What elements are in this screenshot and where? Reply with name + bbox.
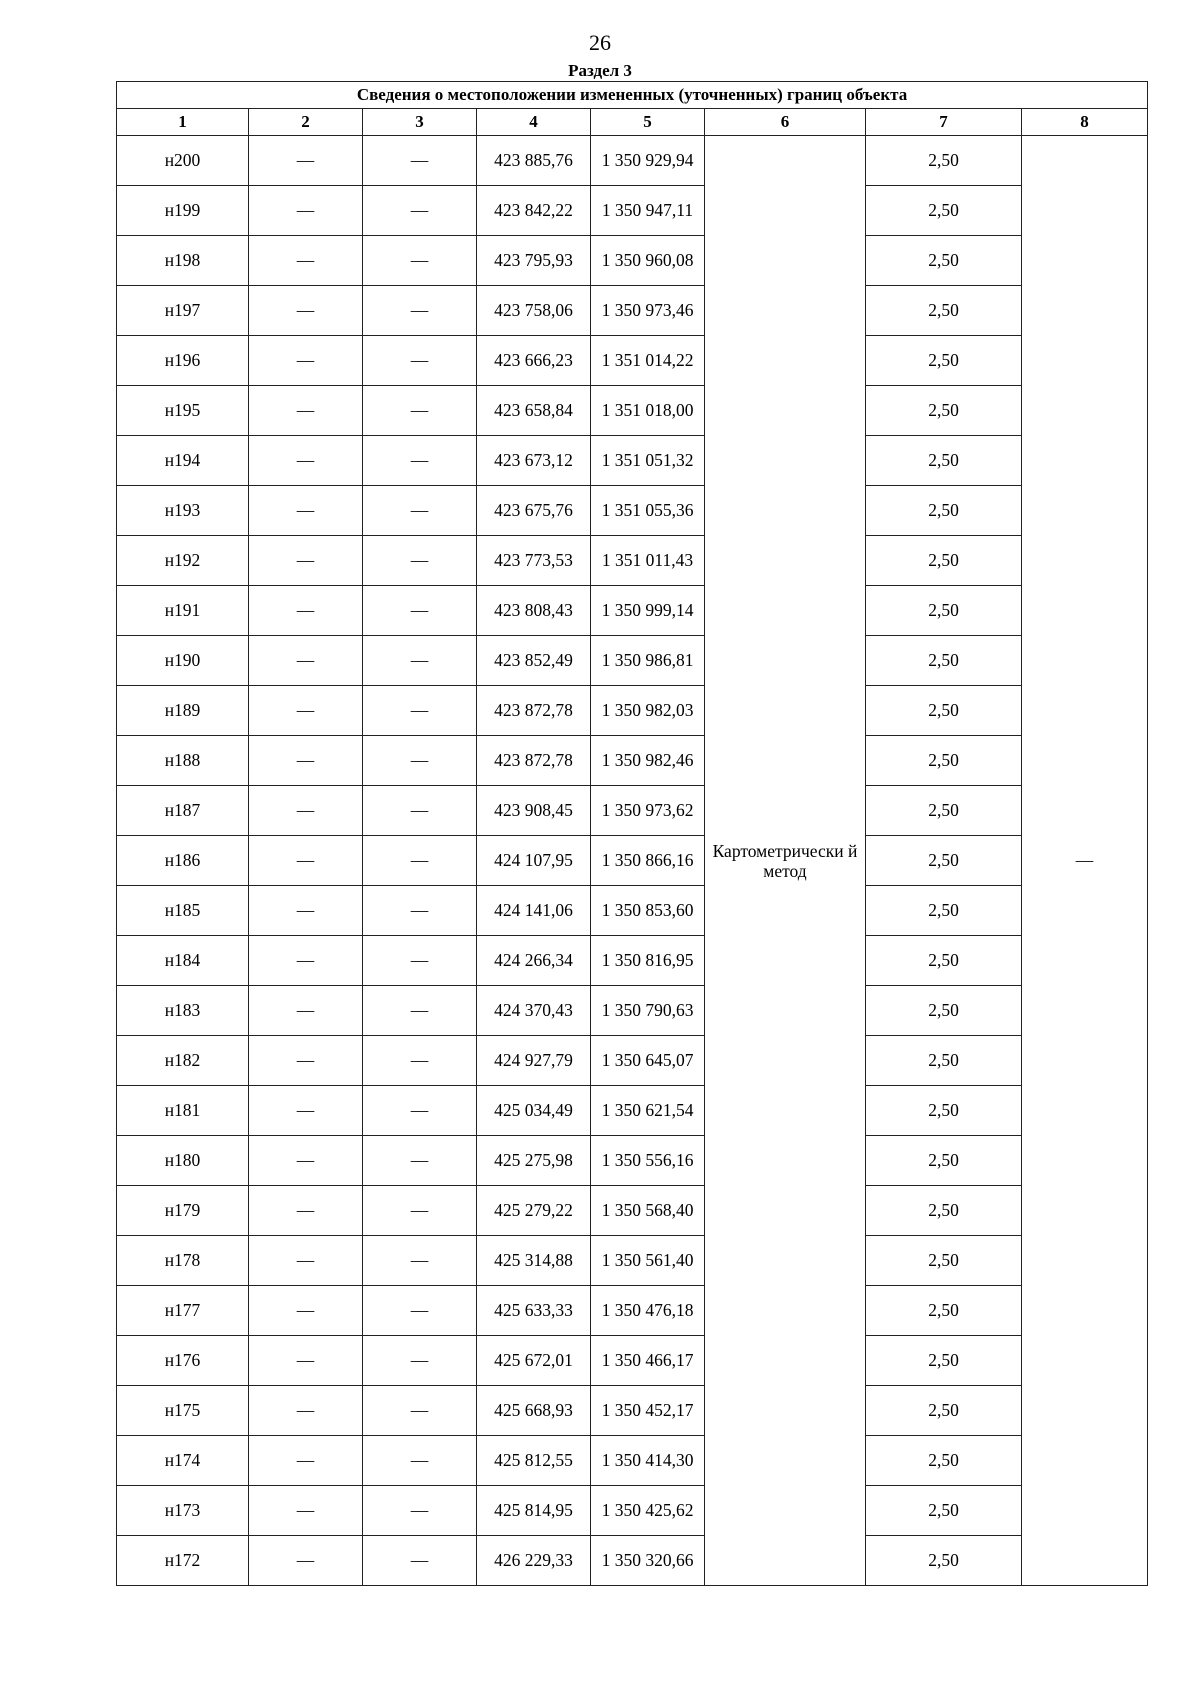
table-row [117, 236, 1148, 286]
column-number-1: 1 [117, 109, 249, 136]
point-cell: н194 [117, 436, 249, 486]
column3-cell: — [363, 1386, 477, 1436]
y-coordinate-cell: 1 350 561,40 [591, 1236, 705, 1286]
column2-cell: — [249, 986, 363, 1036]
column-number-7: 7 [866, 109, 1022, 136]
x-coordinate-cell: 423 852,49 [477, 636, 591, 686]
column2-cell: — [249, 486, 363, 536]
y-coordinate-cell: 1 350 414,30 [591, 1436, 705, 1486]
x-coordinate-cell: 423 808,43 [477, 586, 591, 636]
x-coordinate-cell: 426 229,33 [477, 1536, 591, 1586]
column3-cell: — [363, 186, 477, 236]
accuracy-cell: 2,50 [866, 936, 1022, 986]
accuracy-cell: 2,50 [866, 586, 1022, 636]
point-cell: н198 [117, 236, 249, 286]
column3-cell: — [363, 286, 477, 336]
column3-cell: — [363, 1536, 477, 1586]
column3-cell: — [363, 236, 477, 286]
column2-cell: — [249, 1286, 363, 1336]
y-coordinate-cell: 1 350 425,62 [591, 1486, 705, 1536]
y-coordinate-cell: 1 350 929,94 [591, 136, 705, 186]
table-row [117, 1136, 1148, 1186]
table-row [117, 736, 1148, 786]
table-row [117, 386, 1148, 436]
y-coordinate-cell: 1 350 973,46 [591, 286, 705, 336]
column2-cell: — [249, 1136, 363, 1186]
column3-cell: — [363, 1236, 477, 1286]
table-row [117, 986, 1148, 1036]
point-cell: н177 [117, 1286, 249, 1336]
accuracy-cell: 2,50 [866, 336, 1022, 386]
point-cell: н185 [117, 886, 249, 936]
y-coordinate-cell: 1 350 476,18 [591, 1286, 705, 1336]
x-coordinate-cell: 425 279,22 [477, 1186, 591, 1236]
point-cell: н190 [117, 636, 249, 686]
column-number-5: 5 [591, 109, 705, 136]
column-number-4: 4 [477, 109, 591, 136]
column-number-row [117, 109, 1148, 136]
point-cell: н188 [117, 736, 249, 786]
accuracy-cell: 2,50 [866, 1186, 1022, 1236]
x-coordinate-cell: 423 795,93 [477, 236, 591, 286]
column2-cell: — [249, 436, 363, 486]
point-cell: н189 [117, 686, 249, 736]
point-cell: н184 [117, 936, 249, 986]
column3-cell: — [363, 786, 477, 836]
column3-cell: — [363, 986, 477, 1036]
column2-cell: — [249, 1186, 363, 1236]
y-coordinate-cell: 1 350 982,03 [591, 686, 705, 736]
accuracy-cell: 2,50 [866, 1136, 1022, 1186]
x-coordinate-cell: 424 370,43 [477, 986, 591, 1036]
table-row [117, 486, 1148, 536]
column2-cell: — [249, 1386, 363, 1436]
column8-cell: — [1022, 136, 1148, 1586]
x-coordinate-cell: 423 842,22 [477, 186, 591, 236]
column2-cell: — [249, 886, 363, 936]
point-cell: н181 [117, 1086, 249, 1136]
page-number: 26 [589, 30, 611, 55]
table-row [117, 1486, 1148, 1536]
column2-cell: — [249, 336, 363, 386]
y-coordinate-cell: 1 350 866,16 [591, 836, 705, 886]
accuracy-cell: 2,50 [866, 386, 1022, 436]
y-coordinate-cell: 1 350 816,95 [591, 936, 705, 986]
column3-cell: — [363, 436, 477, 486]
y-coordinate-cell: 1 351 018,00 [591, 386, 705, 436]
table-row [117, 186, 1148, 236]
table-row [117, 786, 1148, 836]
x-coordinate-cell: 423 773,53 [477, 536, 591, 586]
point-cell: н180 [117, 1136, 249, 1186]
table-row [117, 1036, 1148, 1086]
table-row [117, 536, 1148, 586]
accuracy-cell: 2,50 [866, 536, 1022, 586]
x-coordinate-cell: 424 107,95 [477, 836, 591, 886]
table-row [117, 436, 1148, 486]
column3-cell: — [363, 1286, 477, 1336]
accuracy-cell: 2,50 [866, 1286, 1022, 1336]
column3-cell: — [363, 336, 477, 386]
y-coordinate-cell: 1 350 960,08 [591, 236, 705, 286]
y-coordinate-cell: 1 350 645,07 [591, 1036, 705, 1086]
y-coordinate-cell: 1 350 556,16 [591, 1136, 705, 1186]
column2-cell: — [249, 1486, 363, 1536]
column2-cell: — [249, 686, 363, 736]
x-coordinate-cell: 425 814,95 [477, 1486, 591, 1536]
accuracy-cell: 2,50 [866, 986, 1022, 1036]
x-coordinate-cell: 423 675,76 [477, 486, 591, 536]
column3-cell: — [363, 386, 477, 436]
y-coordinate-cell: 1 351 011,43 [591, 536, 705, 586]
table-row [117, 1536, 1148, 1586]
y-coordinate-cell: 1 351 051,32 [591, 436, 705, 486]
point-cell: н179 [117, 1186, 249, 1236]
accuracy-cell: 2,50 [866, 1486, 1022, 1536]
column3-cell: — [363, 136, 477, 186]
table-row [117, 286, 1148, 336]
accuracy-cell: 2,50 [866, 686, 1022, 736]
point-cell: н195 [117, 386, 249, 436]
column3-cell: — [363, 1486, 477, 1536]
column3-cell: — [363, 886, 477, 936]
table-row [117, 1086, 1148, 1136]
y-coordinate-cell: 1 350 947,11 [591, 186, 705, 236]
y-coordinate-cell: 1 350 999,14 [591, 586, 705, 636]
x-coordinate-cell: 425 034,49 [477, 1086, 591, 1136]
accuracy-cell: 2,50 [866, 1386, 1022, 1436]
column3-cell: — [363, 1186, 477, 1236]
accuracy-cell: 2,50 [866, 286, 1022, 336]
y-coordinate-cell: 1 351 014,22 [591, 336, 705, 386]
accuracy-cell: 2,50 [866, 1436, 1022, 1486]
column2-cell: — [249, 1086, 363, 1136]
column3-cell: — [363, 486, 477, 536]
x-coordinate-cell: 423 673,12 [477, 436, 591, 486]
column3-cell: — [363, 1336, 477, 1386]
point-cell: н173 [117, 1486, 249, 1536]
accuracy-cell: 2,50 [866, 436, 1022, 486]
column2-cell: — [249, 586, 363, 636]
table-body [117, 82, 1148, 1586]
x-coordinate-cell: 425 314,88 [477, 1236, 591, 1286]
column2-cell: — [249, 1536, 363, 1586]
column3-cell: — [363, 636, 477, 686]
column2-cell: — [249, 536, 363, 586]
accuracy-cell: 2,50 [866, 886, 1022, 936]
point-cell: н182 [117, 1036, 249, 1086]
point-cell: н183 [117, 986, 249, 1036]
column3-cell: — [363, 936, 477, 986]
point-cell: н175 [117, 1386, 249, 1436]
accuracy-cell: 2,50 [866, 1036, 1022, 1086]
table-row [117, 836, 1148, 886]
table-row [117, 686, 1148, 736]
section-title: Раздел 3 [568, 61, 632, 80]
y-coordinate-cell: 1 350 973,62 [591, 786, 705, 836]
column2-cell: — [249, 186, 363, 236]
point-cell: н178 [117, 1236, 249, 1286]
table-row [117, 1336, 1148, 1386]
x-coordinate-cell: 423 666,23 [477, 336, 591, 386]
y-coordinate-cell: 1 350 853,60 [591, 886, 705, 936]
boundary-coordinates-table [116, 81, 1148, 1586]
y-coordinate-cell: 1 350 621,54 [591, 1086, 705, 1136]
table-caption: Сведения о местоположении измененных (уточненных) границ объекта [117, 82, 1148, 109]
column-number-2: 2 [249, 109, 363, 136]
point-cell: н176 [117, 1336, 249, 1386]
point-cell: н193 [117, 486, 249, 536]
x-coordinate-cell: 425 672,01 [477, 1336, 591, 1386]
column2-cell: — [249, 636, 363, 686]
x-coordinate-cell: 423 872,78 [477, 736, 591, 786]
x-coordinate-cell: 423 885,76 [477, 136, 591, 186]
table-row [117, 886, 1148, 936]
point-cell: н196 [117, 336, 249, 386]
accuracy-cell: 2,50 [866, 136, 1022, 186]
point-cell: н197 [117, 286, 249, 336]
column3-cell: — [363, 536, 477, 586]
accuracy-cell: 2,50 [866, 636, 1022, 686]
column2-cell: — [249, 736, 363, 786]
accuracy-cell: 2,50 [866, 1536, 1022, 1586]
column3-cell: — [363, 686, 477, 736]
table-row [117, 586, 1148, 636]
accuracy-cell: 2,50 [866, 836, 1022, 886]
point-cell: н192 [117, 536, 249, 586]
point-cell: н186 [117, 836, 249, 886]
column-number-6: 6 [705, 109, 866, 136]
x-coordinate-cell: 425 812,55 [477, 1436, 591, 1486]
column3-cell: — [363, 1136, 477, 1186]
column2-cell: — [249, 786, 363, 836]
point-cell: н191 [117, 586, 249, 636]
y-coordinate-cell: 1 350 568,40 [591, 1186, 705, 1236]
column3-cell: — [363, 1436, 477, 1486]
x-coordinate-cell: 424 266,34 [477, 936, 591, 986]
column2-cell: — [249, 1436, 363, 1486]
column2-cell: — [249, 236, 363, 286]
table-row [117, 1386, 1148, 1436]
column2-cell: — [249, 836, 363, 886]
column2-cell: — [249, 1036, 363, 1086]
accuracy-cell: 2,50 [866, 786, 1022, 836]
table-row [117, 1436, 1148, 1486]
column2-cell: — [249, 1336, 363, 1386]
y-coordinate-cell: 1 350 320,66 [591, 1536, 705, 1586]
column2-cell: — [249, 1236, 363, 1286]
accuracy-cell: 2,50 [866, 186, 1022, 236]
point-cell: н199 [117, 186, 249, 236]
column3-cell: — [363, 836, 477, 886]
y-coordinate-cell: 1 351 055,36 [591, 486, 705, 536]
x-coordinate-cell: 424 141,06 [477, 886, 591, 936]
table-row [117, 336, 1148, 386]
x-coordinate-cell: 424 927,79 [477, 1036, 591, 1086]
accuracy-cell: 2,50 [866, 236, 1022, 286]
x-coordinate-cell: 423 872,78 [477, 686, 591, 736]
y-coordinate-cell: 1 350 986,81 [591, 636, 705, 686]
accuracy-cell: 2,50 [866, 736, 1022, 786]
table-row [117, 1186, 1148, 1236]
column-number-8: 8 [1022, 109, 1148, 136]
y-coordinate-cell: 1 350 452,17 [591, 1386, 705, 1436]
table-row [117, 1236, 1148, 1286]
column2-cell: — [249, 936, 363, 986]
table-row [117, 1286, 1148, 1336]
accuracy-cell: 2,50 [866, 486, 1022, 536]
table-row [117, 136, 1148, 186]
column2-cell: — [249, 386, 363, 436]
column2-cell: — [249, 136, 363, 186]
column3-cell: — [363, 1036, 477, 1086]
x-coordinate-cell: 425 275,98 [477, 1136, 591, 1186]
point-cell: н174 [117, 1436, 249, 1486]
accuracy-cell: 2,50 [866, 1336, 1022, 1386]
accuracy-cell: 2,50 [866, 1236, 1022, 1286]
column-number-3: 3 [363, 109, 477, 136]
table-caption-row [117, 82, 1148, 109]
y-coordinate-cell: 1 350 790,63 [591, 986, 705, 1036]
table-row [117, 936, 1148, 986]
point-cell: н187 [117, 786, 249, 836]
column3-cell: — [363, 1086, 477, 1136]
column2-cell: — [249, 286, 363, 336]
point-cell: н200 [117, 136, 249, 186]
method-cell: Картометрически й метод [705, 136, 866, 1586]
x-coordinate-cell: 425 668,93 [477, 1386, 591, 1436]
y-coordinate-cell: 1 350 466,17 [591, 1336, 705, 1386]
column3-cell: — [363, 586, 477, 636]
column3-cell: — [363, 736, 477, 786]
x-coordinate-cell: 423 758,06 [477, 286, 591, 336]
x-coordinate-cell: 423 658,84 [477, 386, 591, 436]
point-cell: н172 [117, 1536, 249, 1586]
y-coordinate-cell: 1 350 982,46 [591, 736, 705, 786]
x-coordinate-cell: 423 908,45 [477, 786, 591, 836]
table-row [117, 636, 1148, 686]
accuracy-cell: 2,50 [866, 1086, 1022, 1136]
x-coordinate-cell: 425 633,33 [477, 1286, 591, 1336]
